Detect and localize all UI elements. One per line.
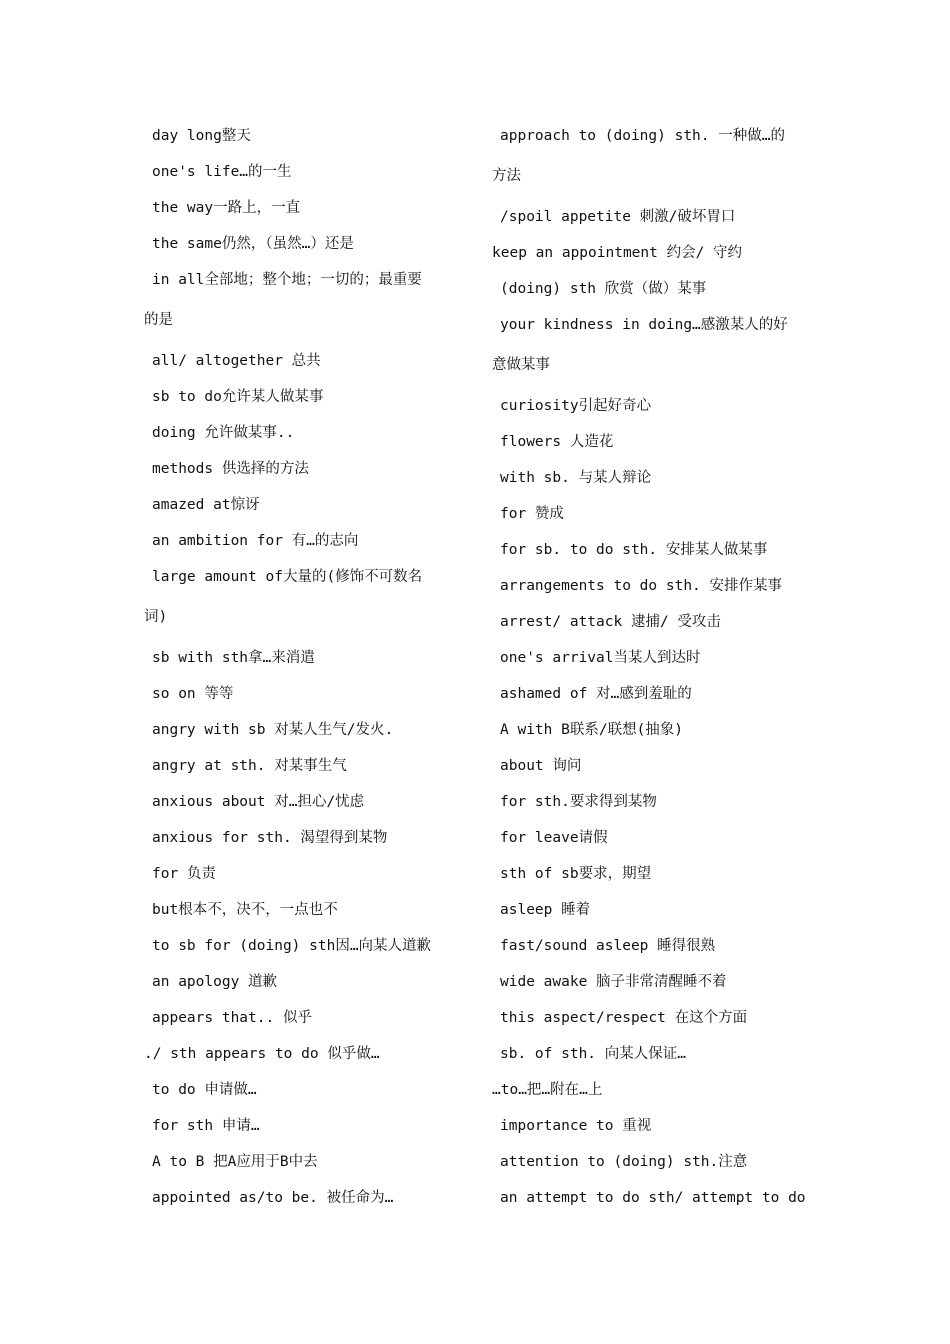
left-column-entry: appointed as/to be. 被任命为…	[152, 1190, 394, 1206]
right-column-entry: your kindness in doing…感激某人的好	[500, 317, 788, 333]
right-column-entry: attention to (doing) sth.注意	[500, 1154, 748, 1170]
left-column-entry: angry with sb 对某人生气/发火.	[152, 722, 394, 738]
left-column-entry: an ambition for 有…的志向	[152, 533, 359, 549]
left-column-entry: to do 申请做…	[152, 1082, 257, 1098]
left-column-entry: amazed at惊讶	[152, 497, 260, 513]
left-column-entry: methods 供选择的方法	[152, 461, 309, 477]
left-column-entry: large amount of大量的(修饰不可数名	[152, 569, 423, 585]
right-column-entry: ashamed of 对…感到羞耻的	[500, 686, 692, 702]
right-column-entry: an attempt to do sth/ attempt to do	[500, 1190, 806, 1206]
right-column-entry: …to…把…附在…上	[492, 1082, 603, 1098]
right-column-entry: sth of sb要求，期望	[500, 866, 652, 882]
left-column-entry: an apology 道歉	[152, 974, 278, 990]
right-column-entry: wide awake 脑子非常清醒睡不着	[500, 974, 727, 990]
right-column-entry: for sth.要求得到某物	[500, 794, 657, 810]
right-column	[492, 118, 822, 1216]
left-column-entry: the way一路上，一直	[152, 200, 301, 216]
right-column-entry: this aspect/respect 在这个方面	[500, 1010, 748, 1026]
left-column-entry: the same仍然，（虽然…）还是	[152, 236, 354, 252]
left-column-entry: angry at sth. 对某事生气	[152, 758, 347, 774]
left-column-entry: day long整天	[152, 128, 251, 144]
right-column-entry: approach to (doing) sth. 一种做…的	[500, 128, 785, 144]
left-column-entry: ./ sth appears to do 似乎做…	[144, 1046, 380, 1062]
right-column-entry: /spoil appetite 刺激/破坏胃口	[500, 209, 736, 225]
left-column-entry: sb to do允许某人做某事	[152, 389, 324, 405]
left-column-entry: all/ altogether 总共	[152, 353, 321, 369]
right-column-entry: sb. of sth. 向某人保证…	[500, 1046, 686, 1062]
right-column-entry: about 询问	[500, 758, 582, 774]
left-column-entry: appears that.. 似乎	[152, 1010, 312, 1026]
right-column-entry: (doing) sth 欣赏（做）某事	[500, 281, 707, 297]
left-column	[144, 118, 474, 1216]
right-column-entry: flowers 人造花	[500, 434, 614, 450]
left-column-entry: in all全部地；整个地；一切的；最重要	[152, 272, 422, 288]
right-column-entry: keep an appointment 约会/ 守约	[492, 245, 743, 261]
right-column-entry: one's arrival当某人到达时	[500, 650, 701, 666]
right-column-entry: for 赞成	[500, 506, 564, 522]
left-column-entry: 的是	[144, 312, 173, 328]
left-column-entry: anxious for sth. 渴望得到某物	[152, 830, 388, 846]
left-column-entry: one's life…的一生	[152, 164, 292, 180]
right-column-entry: curiosity引起好奇心	[500, 398, 652, 414]
left-column-entry: anxious about 对…担心/忧虑	[152, 794, 365, 810]
left-column-entry: so on 等等	[152, 686, 234, 702]
right-column-entry: with sb. 与某人辩论	[500, 470, 652, 486]
left-column-entry: 词)	[144, 609, 168, 625]
right-column-entry: A with B联系/联想(抽象)	[500, 722, 684, 738]
left-column-entry: sb with sth拿…来消遣	[152, 650, 315, 666]
left-column-entry: for 负责	[152, 866, 216, 882]
left-column-entry: to sb for (doing) sth因…向某人道歉	[152, 938, 432, 954]
right-column-entry: 意做某事	[492, 357, 550, 373]
right-column-entry: importance to 重视	[500, 1118, 652, 1134]
right-column-entry: asleep 睡着	[500, 902, 591, 918]
right-column-entry: for leave请假	[500, 830, 608, 846]
left-column-entry: doing 允许做某事..	[152, 425, 295, 441]
right-column-entry: fast/sound asleep 睡得很熟	[500, 938, 716, 954]
left-column-entry: A to B 把A应用于B中去	[152, 1154, 318, 1170]
right-column-entry: arrangements to do sth. 安排作某事	[500, 578, 783, 594]
left-column-entry: for sth 申请…	[152, 1118, 260, 1134]
right-column-entry: for sb. to do sth. 安排某人做某事	[500, 542, 768, 558]
left-column-entry: but根本不，决不，一点也不	[152, 902, 338, 918]
right-column-entry: 方法	[492, 168, 521, 184]
right-column-entry: arrest/ attack 逮捕/ 受攻击	[500, 614, 721, 630]
